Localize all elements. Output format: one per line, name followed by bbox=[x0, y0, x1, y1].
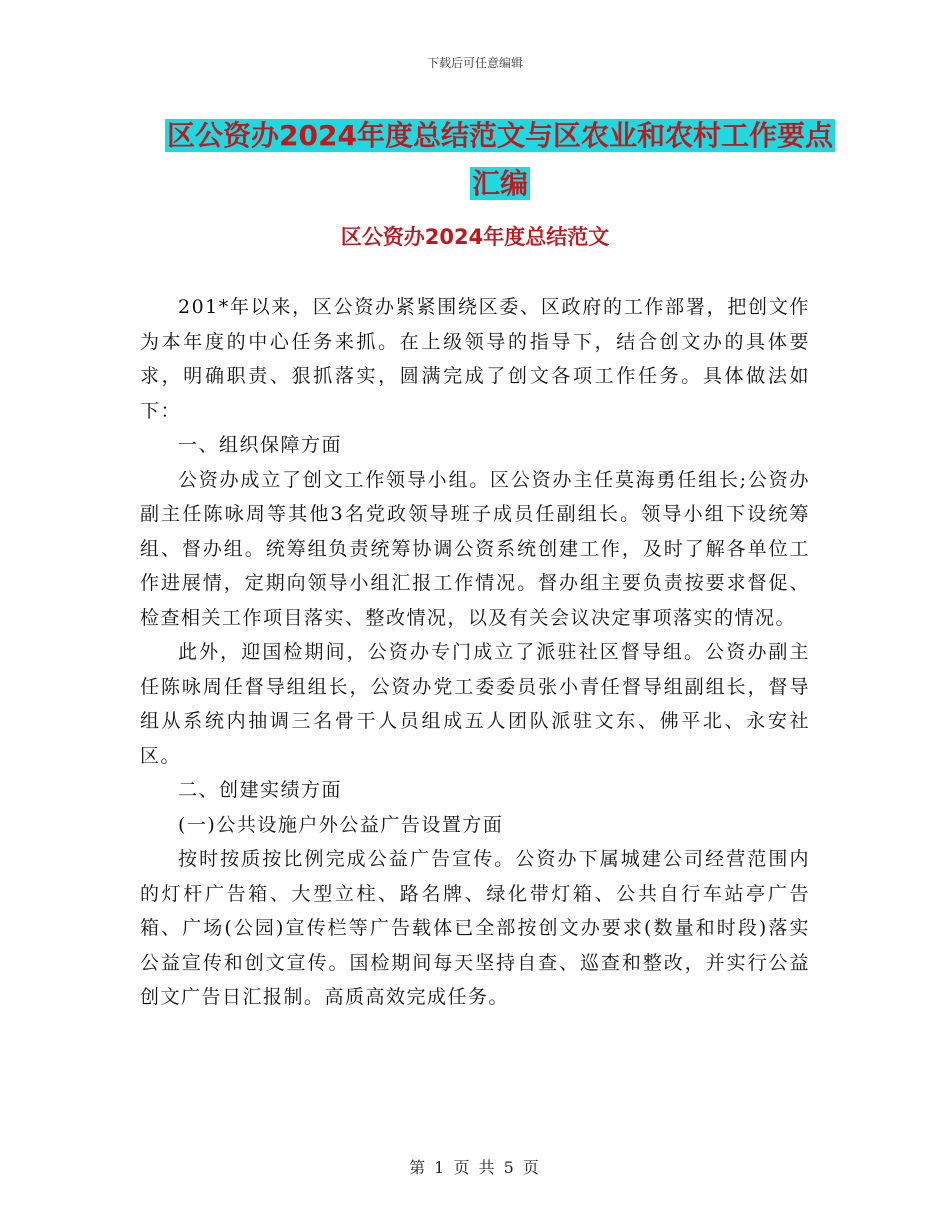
document-title-line-1: 区公资办2024年度总结范文与区农业和农村工作要点 bbox=[167, 119, 833, 152]
document-title-line-2: 汇编 bbox=[471, 167, 528, 200]
paragraph-public-ads: 按时按质按比例完成公益广告宣传。公资办下属城建公司经营范围内的灯杆广告箱、大型立柱、路名牌、绿化带灯箱、公共自行车站亭广告箱、广场(公园)宣传栏等广告载体已全部按创文办要求(数量和时段)落实公益宣传和创文宣传。国检期间每天坚持自查、巡查和整改，并实行公益创文广告日汇报制。高质高效完成任务。 bbox=[140, 848, 810, 1008]
paragraph-supervision-team: 此外，迎国检期间，公资办专门成立了派驻社区督导组。公资办副主任陈咏周任督导组组长，公资办党工委委员张小青任督导组副组长，督导组从系统内抽调三名骨干人员组成五人团队派驻文东、佛平北、永安社区。 bbox=[140, 641, 810, 767]
paragraph-leading-group: 公资办成立了创文工作领导小组。区公资办主任莫海勇任组长;公资办副主任陈咏周等其他3名党政领导班子成员任副组长。领导小组下设统筹组、督办组。统筹组负责统筹协调公资系统创建工作，及时了解各单位工作进展情，定期向领导小组汇报工作情况。督办组主要负责按要求督促、检查相关工作项目落实、整改情况，以及有关会议决定事项落实的情况。 bbox=[140, 468, 810, 629]
document-title bbox=[140, 112, 860, 208]
page-number: 第 1 页 共 5 页 bbox=[409, 1158, 541, 1177]
subheading-public-ads: (一)公共设施户外公益广告设置方面 bbox=[178, 813, 504, 836]
document-body bbox=[140, 290, 810, 1015]
heading-organization: 一、组织保障方面 bbox=[178, 434, 343, 456]
heading-achievements: 二、创建实绩方面 bbox=[178, 779, 343, 801]
page-header-note: 下载后可任意编辑 bbox=[426, 56, 523, 70]
paragraph-intro: 201*年以来，区公资办紧紧围绕区委、区政府的工作部署，把创文作为本年度的中心任务来抓。在上级领导的指导下，结合创文办的具体要求，明确职责、狠抓落实，圆满完成了创文各项工作任务。具体做法如下： bbox=[140, 296, 810, 422]
section-title: 区公资办2024年度总结范文 bbox=[340, 225, 610, 249]
